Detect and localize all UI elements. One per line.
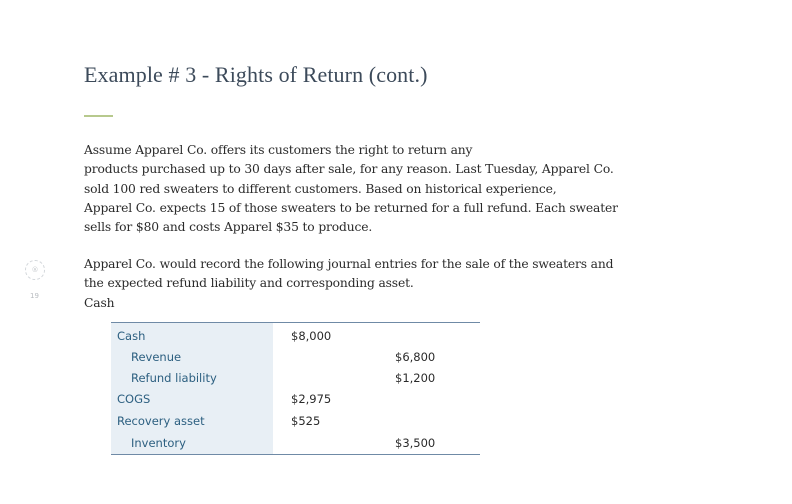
account-name: Refund liability bbox=[131, 371, 217, 385]
debit-amount: $8,000 bbox=[291, 329, 332, 343]
paragraph-line: Assume Apparel Co. offers its customers the right to return any bbox=[84, 143, 473, 157]
journal-entry-table bbox=[111, 322, 480, 455]
journal-row bbox=[111, 433, 480, 454]
paragraph-line: Apparel Co. expects 15 of those sweaters to be returned for a full refund. Each sweater bbox=[84, 200, 618, 215]
journal-intro-paragraph bbox=[84, 255, 613, 313]
paragraph-line: sells for $80 and costs Apparel $35 to produce. bbox=[84, 220, 373, 235]
paragraph-line: the expected refund liability and corresponding asset. bbox=[84, 276, 414, 291]
journal-row bbox=[111, 326, 480, 347]
credit-amount: $1,200 bbox=[395, 371, 436, 385]
paragraph-line: products purchased up to 30 days after sale, for any reason. Last Tuesday, Apparel Co. bbox=[84, 162, 614, 177]
logo-icon: ® bbox=[25, 260, 45, 280]
journal-row bbox=[111, 368, 480, 389]
journal-row bbox=[111, 347, 480, 368]
debit-amount: $2,975 bbox=[291, 392, 332, 406]
page-number: 19 bbox=[30, 292, 39, 300]
paragraph-line: Cash bbox=[84, 295, 115, 310]
credit-amount: $3,500 bbox=[395, 436, 436, 450]
account-name: Inventory bbox=[131, 436, 186, 450]
slide-title: Example # 3 - Rights of Return (cont.) bbox=[84, 62, 428, 87]
account-name: COGS bbox=[117, 392, 151, 406]
intro-paragraph bbox=[84, 141, 618, 237]
account-name: Revenue bbox=[131, 350, 182, 364]
debit-amount: $525 bbox=[291, 414, 321, 428]
account-name: Recovery asset bbox=[117, 414, 205, 428]
journal-row bbox=[111, 389, 480, 410]
title-accent-rule bbox=[84, 115, 113, 117]
account-name: Cash bbox=[117, 329, 146, 343]
paragraph-line: sold 100 red sweaters to different customers. Based on historical experience, bbox=[84, 181, 557, 196]
paragraph-line: Apparel Co. would record the following journal entries for the sale of the sweaters and bbox=[84, 257, 614, 271]
journal-row bbox=[111, 411, 480, 432]
credit-amount: $6,800 bbox=[395, 350, 436, 364]
